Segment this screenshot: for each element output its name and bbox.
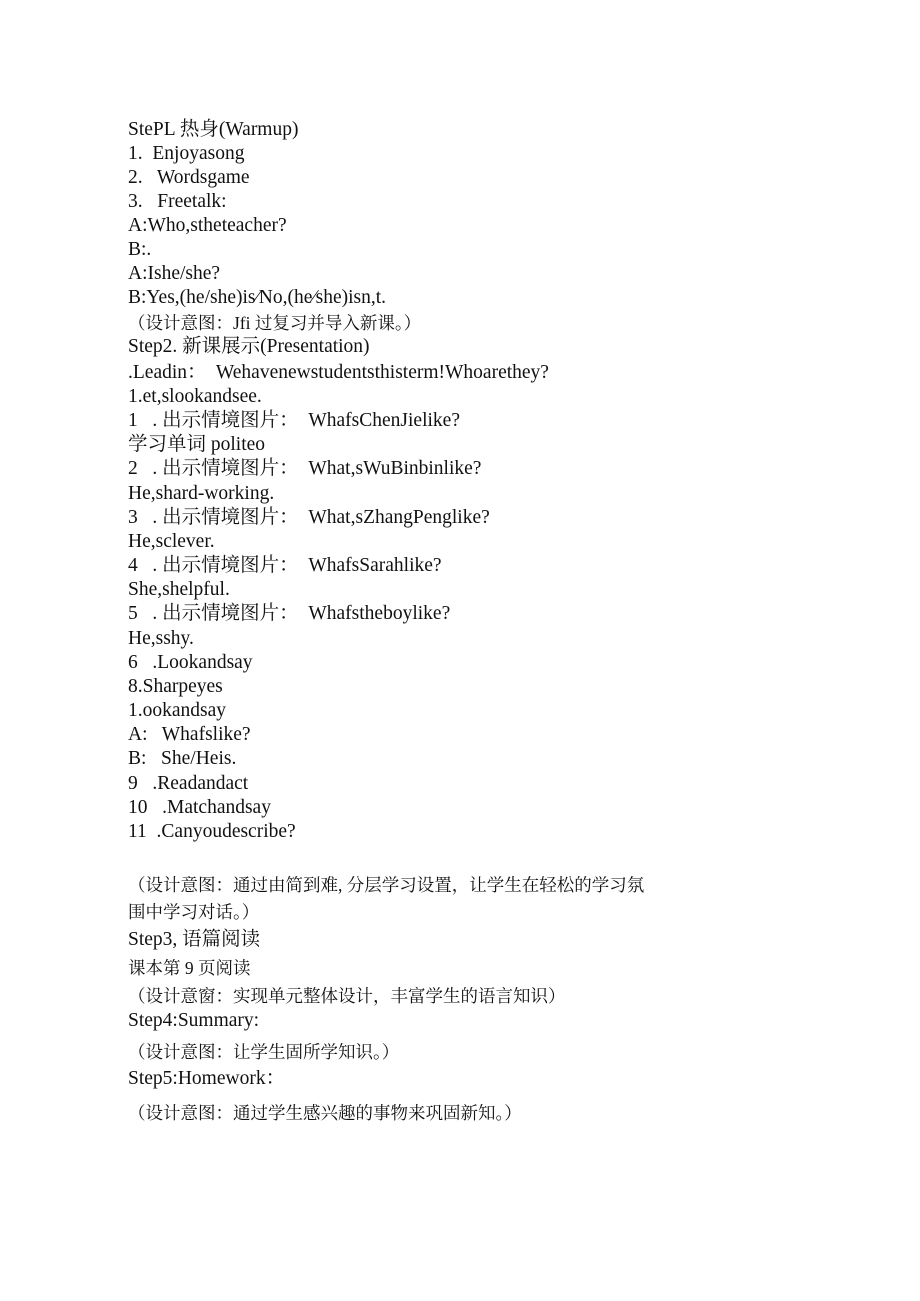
dialogue-line: B: She/Heis. [128,748,237,769]
design-intent-note: （设计意图：让学生固所学知识。） [128,1042,400,1062]
step5-heading: Step5:Homework： [128,1068,286,1089]
list-item: 6 .Lookandsay [128,652,253,673]
design-intent-note: （设计意窗：实现单元整体设计，丰富学生的语言知识） [128,986,566,1006]
dialogue-line: A: Whafslike? [128,724,251,745]
design-intent-note: （设计意图：Jfi 过复习并导入新课。） [128,313,422,333]
list-item: 10 .Matchandsay [128,797,271,818]
text-line: He,sshy. [128,628,194,649]
text-line: 课本第 9 页阅读 [128,958,251,978]
list-item: 8.Sharpeyes [128,676,223,697]
list-item: 2 . 出示情境图片： What,sWuBinbinlike? [128,458,482,479]
list-item: 1 . 出示情境图片： WhafsChenJielike? [128,410,460,431]
list-item: 1.et,slookandsee. [128,386,262,407]
list-item: 5 . 出示情境图片： Whafstheboylike? [128,603,451,624]
step1-heading: StePL 热身(Warmup) [128,119,299,140]
list-item: 2. Wordsgame [128,167,250,188]
dialogue-line: A:Who,stheteacher? [128,215,287,236]
dialogue-line: B:Yes,(he/she)is∕No,(he∕she)isn,t. [128,287,387,308]
step3-heading: Step3, 语篇阅读 [128,929,261,950]
list-item: 1.ookandsay [128,700,227,721]
text-line: He,shard-working. [128,483,275,504]
step4-heading: Step4:Summary: [128,1010,260,1031]
design-intent-note-cont: 围中学习对话。） [128,902,260,922]
text-line: 学习单词 politeo [128,434,266,455]
text-line: She,shelpful. [128,579,230,600]
text-line: He,sclever. [128,531,215,552]
list-item: 3 . 出示情境图片： What,sZhangPenglike? [128,507,490,528]
design-intent-note: （设计意图：通过学生感兴趣的事物来巩固新知。） [128,1103,522,1123]
list-item: 1. Enjoyasong [128,143,245,164]
list-item: 3. Freetalk: [128,191,227,212]
list-item: 9 .Readandact [128,773,249,794]
list-item: 4 . 出示情境图片： WhafsSarahlike? [128,555,442,576]
dialogue-line: A:Ishe/she? [128,263,221,284]
lead-in-line: .Leadin： Wehavenewstudentsthisterm!Whoarethey? [128,362,549,383]
dialogue-line: B:. [128,239,152,260]
design-intent-note: （设计意图：通过由简到难, 分层学习设置，让学生在轻松的学习氛 [128,875,645,895]
step2-heading: Step2. 新课展示(Presentation) [128,336,370,357]
list-item: 11 .Canyoudescribe? [128,821,296,842]
